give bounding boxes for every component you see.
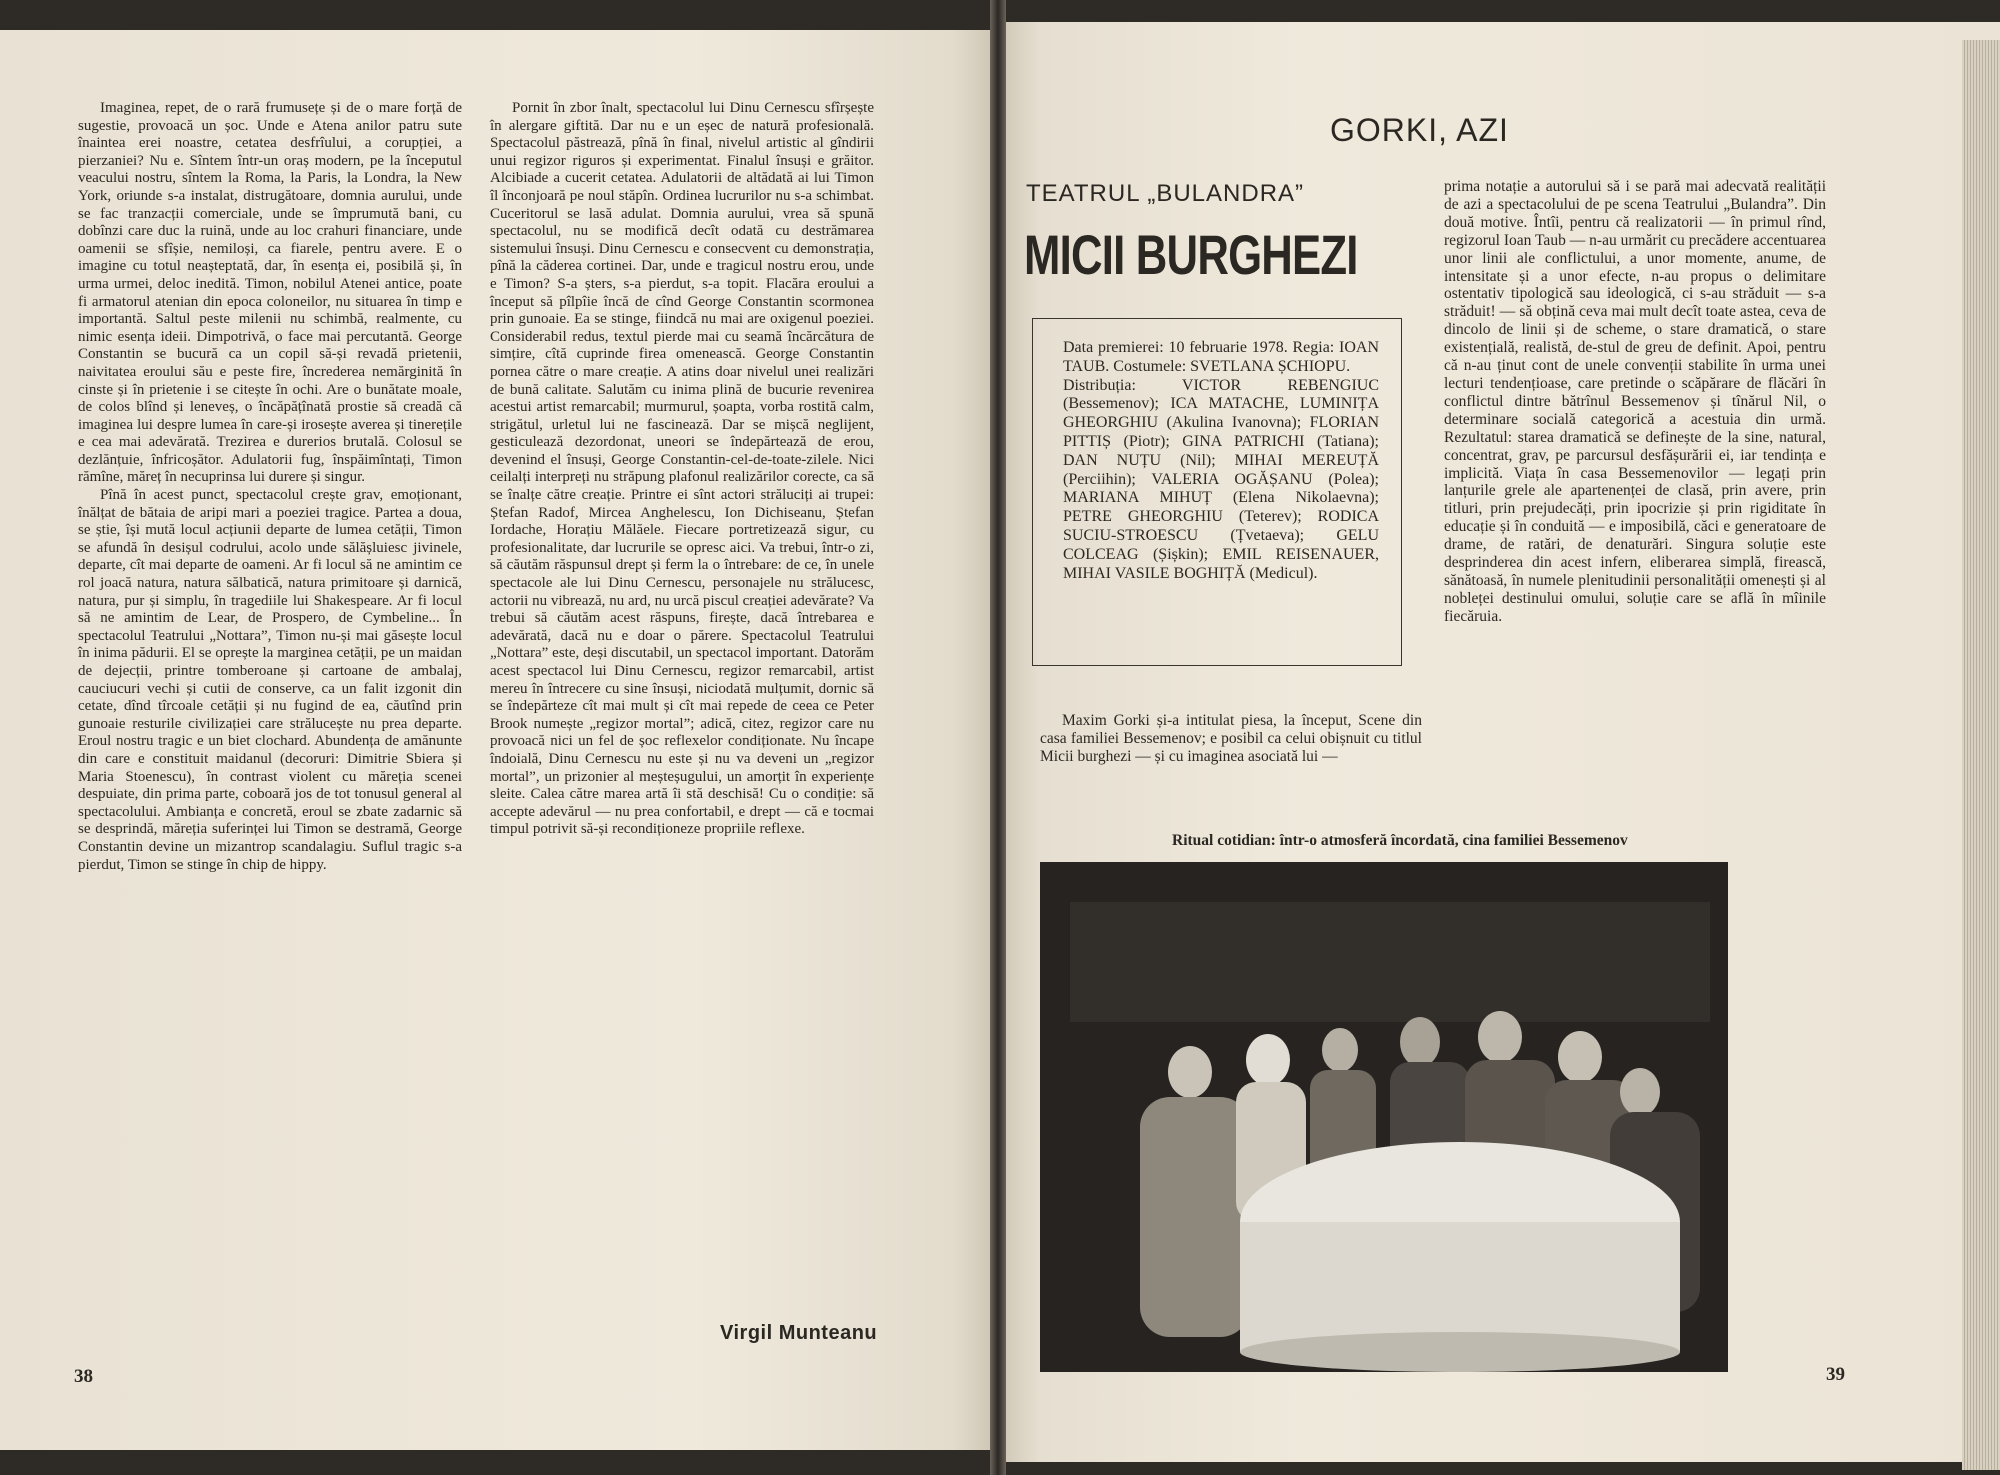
page-number-left: 38 <box>74 1366 93 1387</box>
intro-paragraph <box>1040 712 1422 766</box>
paragraph: Pînă în acest punct, spectacolul crește grav, emoționant, înălțat de bătaia de aripi mari a poeziei tragice. Partea a doua, se știe, își mută locul acțiunii departe de lumea cetății, Timon se afundă în desișul codrului, acolo unde sălășluiesc jivinele, departe, cît mai departe de oameni. Ar fi locul să ne amintim ce rol joacă natura, natura sălbatică, natura primitoare și darnică, natura, pur și simplu, în tragediile lui Shakespeare. Ar fi locul să ne amintim de Lear, de Prospero, de Cymbeline... În spectacolul Teatrului „Nottara”, Timon nu-și mai găsește locul în inima pădurii. El se oprește la marginea cetății, pe un maidan de dejecții, printre tomberoane și cartoane de ambalaj, cauciucuri vechi și cutii de conserve, ca un falit izgonit din cetate, dînd tîrcoale cetății și nu fugind de ea, căutînd prin gunoaie resturile civilizației care strălucește nu prea departe. Eroul nostru tragic e un biet clochard. Abundența de amănunte din care e constituit maidanul (decoruri: Dimitrie Sbiera și Maria Stoenescu), în contrast violent cu măreția scenei despuiate, din prima parte, coboară jos de tot tonusul general al spectacolului. Ambianța e concretă, eroul se zbate zadarnic să se desprindă, măreția suferinței lui Timon se destramă, George Constantin devine un mizantrop scandalagiu. Suflul tragic s-a pierdut, Timon se stinge în chip de hippy. <box>78 487 462 873</box>
credits-box <box>1032 318 1402 666</box>
photo-caption: Ritual cotidian: într-o atmosferă încordată, cina familiei Bessemenov <box>1172 832 1628 849</box>
paragraph: Maxim Gorki și-a intitulat piesa, la început, Scene din casa familiei Bessemenov; e posibil ca celui obișnuit cu titlul Micii burghezi — și cu imaginea asociată lui — <box>1040 712 1422 765</box>
stage-photo <box>1040 862 1728 1372</box>
paragraph: prima notație a autorului să i se pară mai adecvată realității de azi a spectacolului de pe scena Teatrului „Bulandra”. Din două motive. Întîi, pentru că realizatorii — în primul rînd, regizorul Ioan Taub — n-au urmărit cu precădere accentuarea unor linii ale conflictului, a unor momente, anume, de intensitate și a unor efecte, n-au propus o delimitare ostentativ tipologică sau ideologică, ci s-au străduit — s-a străduit! — să obțină ceva mai mult decît toate astea, ceva de dincolo de linii și de scheme, o stare dramatică, o stare existențială, realistă, de-stul de greu de definit. Apoi, pentru că n-au ținut cont de unele convenții stabilite în urma unei lecturi tendențioase, care pretinde o scăpărare de flăcări în conflictul dintre bătrînul Bessemenov și tînărul Nil, o determinare socială categorică a acestuia din urmă. Rezultatul: starea dramatică se definește de la sine, natural, concentrat, grav, pe parcursul desfășurării ei, iar tendința e implicită. Viața în casa Bessemenovilor — legați prin lanțurile grele ale apartenenței de clasă, prin avere, prin titluri, prin prejudecăți, prin ipocrizie și prin rigiditate în educație și în conduită — e imposibilă, căci e generatoare de drame, de ratări, de denaturări. Singura soluție este desprinderea din acest infern, eliberarea simplă, firească, sănătoasă, în numele plenitudinii personalității omenești și al nobleței destinului omului, soluție care se află în mîinile fiecăruia. <box>1444 178 1826 625</box>
article-author: Virgil Munteanu <box>720 1322 878 1344</box>
page-edges <box>1962 40 2000 1470</box>
play-title: MICII BURGHEZI <box>1024 223 1358 286</box>
paragraph: Imaginea, repet, de o rară frumusețe și de o mare forță de sugestie, provoacă un șoc. Unde e Atena anilor patru sute înaintea erei noastre, cetatea desfrîului, a corupției, a pierzaniei? Nu e. Sîntem într-un oraș modern, pe la începutul veacului nostru, sîntem la Roma, la Paris, la Londra, la New York, oriunde s-a instalat, distrugătoare, domnia aurului, unde se fac tranzacții comerciale, unde se împrumută bani, cu dobînzi care duc la ruină, unde au loc crahuri financiare, unde oamenii se sfîșie, nemiloși, ca fiarele, pentru avere. E o imagine cu totul neașteptată, dar, în esența ei, posibilă și, în urma urmei, deloc inedită. Timon, nobilul Atenei antice, poate fi armatorul atenian din epoca coloneilor, nu situarea în timp e importantă. Saltul peste milenii nu schimbă, realmente, cu nimic esența ideii. Dimpotrivă, o face mai percutantă. George Constantin se bucură ca un copil să-și revadă prietenii, naivitatea eroului său e peste fire, încrederea nemărginită în cinste și în prietenie i se citește în ochi. Are o bunătate moale, de colos blînd și leneveș, o încăpățînată prostie să creadă că imaginea lui despre lumea în care-și irosește averea și tinerețile e cea mai adevărată. Trezirea e durerios brutală. Colosul se dezlănțuie, înfricoșător. Adulatorii fug, înspăimîntați, Timon rămîne, măreț în necuprinsa lui durere și singur. <box>78 100 462 486</box>
book-gutter <box>990 0 1006 1475</box>
left-column-2 <box>490 100 874 839</box>
paragraph: Pornit în zbor înalt, spectacolul lui Dinu Cernescu sfîrșește în alergare giftită. Dar nu e un eșec de natură profesională. Spectacolul păstrează, pînă în final, nivelul artistic al gîndirii unui regizor riguros și experimentat. Finalul însuși e grăitor. Alcibiade a cucerit cetatea. Adulatorii de altădată ai lui Timon îl înconjoară pe noul stăpîn. Ordinea lucrurilor nu s-a schimbat. Cuceritorul se lasă adulat. Domnia aurului, vrea să spună spectacolul, nu se modifică decît odată cu destrămarea sistemului însuși. Dinu Cernescu e consecvent cu demonstrația, pînă la căderea cortinei. Dar, unde e tragicul nostru erou, unde e Timon? S-a șters, s-a pierdut, s-a topit. Flacăra eroului a început să pîlpîie încă de cînd George Constantin scormonea prin gunoaie. Ea se stinge, fiindcă nu mai are oxigenul poeziei. Considerabil redus, textul pierde mai cu seamă încărcătura de simțire, cîtă cuprinde firea omenească. George Constantin pornea către o mare creație. A atins doar nivelul unei realizări de bună calitate. Salutăm cu inima plină de bucurie revenirea acestui artist remarcabil; murmurul, șoapta, vorba rostită calm, strigătul, urletul lui ne fascinează. Dar se mișcă neglijent, gesticulează dezordonat, uneori se îndepărtează de erou, devenind el însuși, George Constantin-cel-de-toate-zilele. Nici ceilalți interpreți nu străpung plafonul realizărilor corecte, ca să se înalțe către creație. Printre ei sînt actori străluciți ai trupei: Ștefan Radof, Mircea Anghelescu, Ion Dichiseanu, Ștefan Iordache, Horațiu Mălăele. Fiecare portretizează sigur, cu profesionalitate, dar lucrurile se opresc aici. Va trebui, într-o zi, să căutăm răspunsul drept și ferm la o întrebare: de ce, în unele spectacole ale lui Dinu Cernescu, personajele nu strălucesc, actorii nu vibrează, nu ard, nu urcă piscul creației adevărate? Va trebui să căutăm acest răspuns, firește, dacă întrebarea e adevărată, dacă nu e doar o părere. Spectacolul Teatrului „Nottara” este, deși discutabil, un spectacol important. Datorăm acest spectacol lui Dinu Cernescu, regizor remarcabil, artist mereu în întrecere cu sine însuși, niciodată mulțumit, dornic să se îndepărteze cît mai mult și cît mai repede de ceea ce Peter Brook numește „regizor mortal”; adică, citez, regizor care nu provoacă nici un fel de șoc reflexelor condiționate. Nu încape îndoială, Dinu Cernescu nu este și nu va deveni un „regizor mortal”, un prizonier al meșteșugului, un amorțit în experiențe sleite. Calea către marea artă îi stă deschisă! Cu o condiție: să accepte adevărul — nu prea confortabil, e drept — că e tocmai timpul potrivit să-și recondiționeze propriile reflexe. <box>490 100 874 838</box>
page-number-right: 39 <box>1826 1364 1845 1385</box>
section-heading: GORKI, AZI <box>1330 112 1509 148</box>
right-column <box>1444 178 1826 626</box>
credits-line: Data premierei: 10 februarie 1978. Regia: IOAN TAUB. Costumele: SVETLANA ȘCHIOPU. <box>1063 339 1379 375</box>
left-column-1 <box>78 100 462 874</box>
stage-photo-drawing <box>1040 862 1728 1372</box>
credits-cast: Distribuția: VICTOR REBENGIUC (Bessemenov); ICA MATACHE, LUMINIȚA GHEORGHIU (Akulina Ivanovna); FLORIAN PITTIȘ (Piotr); GINA PATRICHI (Tatiana); DAN NUȚU (Nil); MIHAI MEREUȚĂ (Perciihin); VALERIA OGĂȘANU (Polea); MARIANA MIHUȚ (Elena Nikolaevna); PETRE GHEORGHIU (Teterev); RODICA SUCIU-STROESCU (Țvetaeva); GELU COLCEAG (Șișkin); EMIL REISENAUER, MIHAI VASILE BOGHIȚĂ (Medicul). <box>1063 376 1379 582</box>
theatre-name: TEATRUL „BULANDRA” <box>1026 180 1305 207</box>
